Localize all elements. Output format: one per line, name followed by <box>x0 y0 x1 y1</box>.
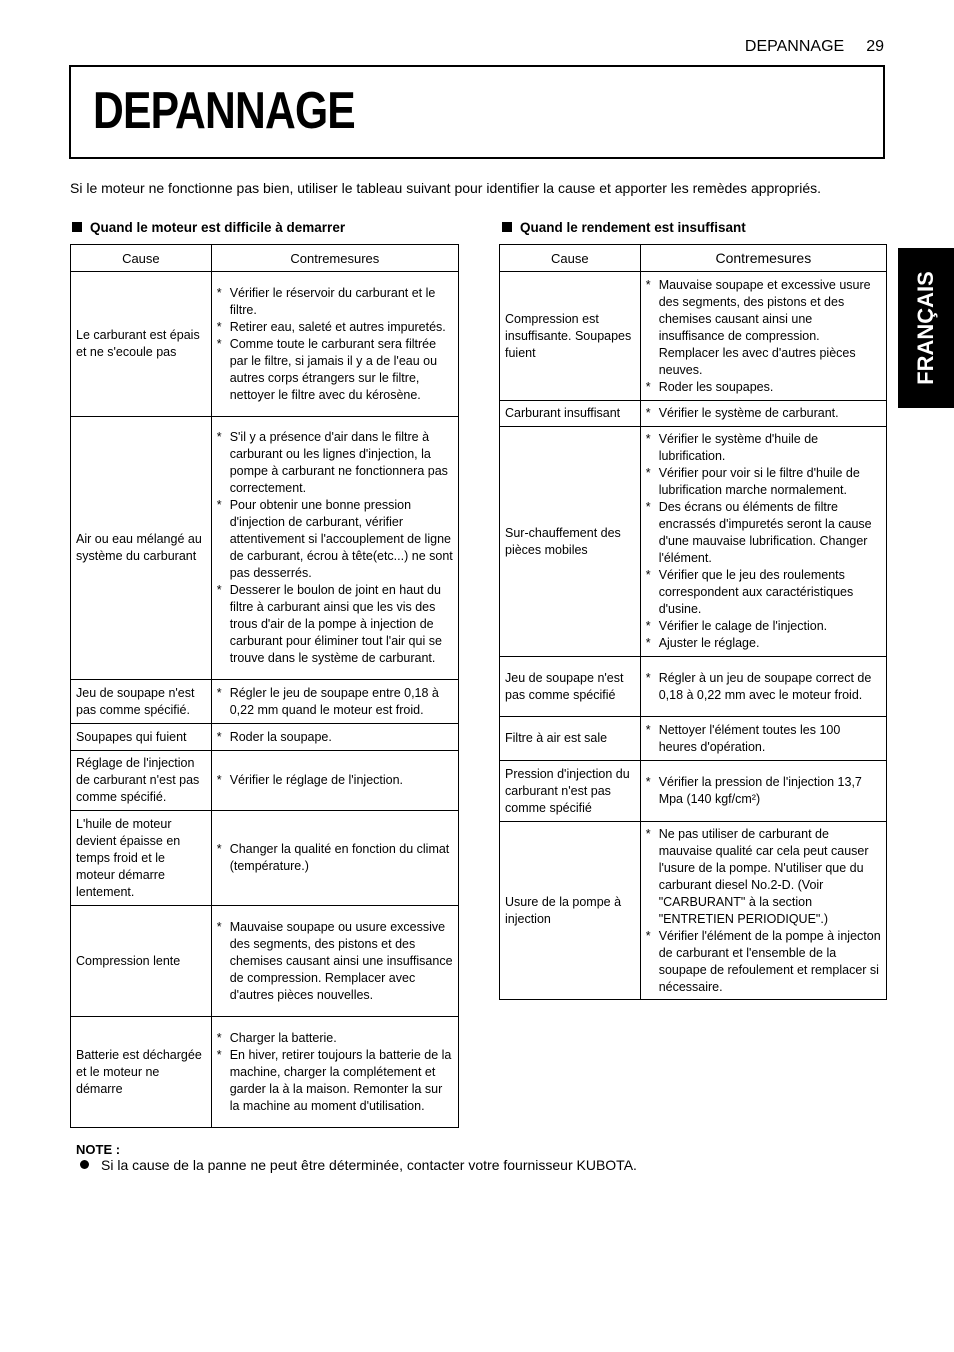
remedy-list <box>646 722 881 756</box>
remedy-item: * En hiver, retirer toujours la batterie de la machine, charger la complétement et garder la à la maison. Remonter la sur la machine au moment d'utilisation. <box>217 1047 453 1115</box>
cause-cell: Jeu de soupape n'est pas comme spécifié. <box>71 680 212 724</box>
title-box <box>69 65 885 159</box>
remedy-list <box>646 826 881 996</box>
remedy-item: * Vérifier que le jeu des roulements correspondent aux caractéristiques d'usine. <box>646 567 881 618</box>
column-header-cause: Cause <box>71 245 212 272</box>
remedy-cell <box>211 417 458 680</box>
remedy-item: * Vérifier le réservoir du carburant et le filtre. <box>217 285 453 319</box>
table-row <box>71 1017 459 1128</box>
table-row <box>71 751 459 811</box>
cause-cell: Compression lente <box>71 906 212 1017</box>
remedy-cell <box>640 272 886 401</box>
remedy-list <box>217 1030 453 1115</box>
left-section-heading: Quand le moteur est difficile à demarrer <box>72 220 345 235</box>
remedy-item: * Vérifier la pression de l'injection 13,7 Mpa (140 kgf/cm²) <box>646 774 881 808</box>
right-section-heading: Quand le rendement est insuffisant <box>502 220 746 235</box>
table-row <box>71 680 459 724</box>
remedy-list <box>217 285 453 404</box>
remedy-cell <box>640 401 886 427</box>
table-row <box>500 657 887 717</box>
remedy-cell <box>640 657 886 717</box>
language-tab <box>898 248 954 408</box>
remedy-cell <box>211 751 458 811</box>
left-troubleshoot-table <box>70 244 459 1128</box>
note-item <box>80 1157 637 1173</box>
remedy-item: * Comme toute le carburant sera filtrée par le filtre, si jamais il y a de l'eau ou autres corps étrangers sur le filtre, nettoyer le filtre avec du kérosène. <box>217 336 453 404</box>
remedy-cell <box>211 1017 458 1128</box>
table-row <box>500 822 887 1000</box>
table-row <box>71 906 459 1017</box>
remedy-list <box>646 774 881 808</box>
remedy-list <box>646 277 881 396</box>
remedy-item: * Régler le jeu de soupape entre 0,18 à 0,22 mm quand le moteur est froid. <box>217 685 453 719</box>
remedy-list <box>217 772 453 789</box>
header-section: DEPANNAGE <box>744 38 845 55</box>
remedy-item: * Mauvaise soupape et excessive usure des segments, des pistons et des chemises causant ainsi une insuffisance de compression. Remplacer les avec d'autres pièces neuves. <box>646 277 881 379</box>
remedy-cell <box>211 724 458 751</box>
table-row <box>500 717 887 761</box>
remedy-item: * Mauvaise soupape ou usure excessive des segments, des pistons et des chemises causant ainsi une insuffisance de compression. Remplacer avec d'autres pièces nouvelles. <box>217 919 453 1004</box>
cause-cell: Soupapes qui fuient <box>71 724 212 751</box>
table-row <box>500 272 887 401</box>
cause-cell: Usure de la pompe à injection <box>500 822 641 1000</box>
remedy-item: * Charger la batterie. <box>217 1030 453 1047</box>
cause-cell: Filtre à air est sale <box>500 717 641 761</box>
remedy-cell <box>640 822 886 1000</box>
remedy-cell <box>211 811 458 906</box>
table-header-row <box>71 245 459 272</box>
remedy-item: * S'il y a présence d'air dans le filtre à carburant ou les lignes d'injection, la pompe à carburant ne fonctionnera pas correctement. <box>217 429 453 497</box>
page-title: DEPANNAGE <box>93 82 355 140</box>
language-tab-label: FRANÇAIS <box>913 271 938 385</box>
cause-cell: Carburant insuffisant <box>500 401 641 427</box>
remedy-cell <box>211 906 458 1017</box>
table-row <box>500 401 887 427</box>
table-row <box>71 417 459 680</box>
cause-cell: Compression est insuffisante. Soupapes fuient <box>500 272 641 401</box>
remedy-list <box>646 405 881 422</box>
remedy-item: * Vérifier le réglage de l'injection. <box>217 772 453 789</box>
table-header-row <box>500 245 887 272</box>
table-row <box>500 427 887 657</box>
remedy-item: * Desserer le boulon de joint en haut du filtre à carburant ainsi que les vis des trous d'air de la pompe à injection de carburant pour éliminer tout l'air qui se trouve dans le système de carburant. <box>217 582 453 667</box>
remedy-cell <box>211 272 458 417</box>
cause-cell: Jeu de soupape n'est pas comme spécifié <box>500 657 641 717</box>
column-header-remedy: Contremesures <box>640 245 886 272</box>
remedy-cell <box>211 680 458 724</box>
table-row <box>71 811 459 906</box>
cause-cell: Pression d'injection du carburant n'est pas comme spécifié <box>500 761 641 822</box>
remedy-list <box>646 431 881 652</box>
remedy-item: * Vérifier le calage de l'injection. <box>646 618 881 635</box>
column-header-cause: Cause <box>500 245 641 272</box>
remedy-item: * Nettoyer l'élément toutes les 100 heures d'opération. <box>646 722 881 756</box>
bullet-icon <box>80 1160 89 1169</box>
remedy-list <box>217 729 453 746</box>
table-row <box>500 761 887 822</box>
remedy-cell <box>640 761 886 822</box>
cause-cell: L'huile de moteur devient épaisse en temps froid et le moteur démarre lentement. <box>71 811 212 906</box>
intro-text: Si le moteur ne fonctionne pas bien, utiliser le tableau suivant pour identifier la cause et apporter les remèdes appropriés. <box>70 180 821 196</box>
remedy-list <box>217 841 453 875</box>
table-row <box>71 724 459 751</box>
remedy-item: * Régler à un jeu de soupape correct de 0,18 à 0,22 mm avec le moteur froid. <box>646 670 881 704</box>
table-row <box>71 272 459 417</box>
remedy-item: * Roder la soupape. <box>217 729 453 746</box>
remedy-item: * Ne pas utiliser de carburant de mauvaise qualité car cela peut causer l'usure de la pompe. N'utiliser que du carburant diesel No.2-D. (Voir "CARBURANT" à la section "ENTRETIEN PERIODIQUE".) <box>646 826 881 928</box>
running-header <box>745 38 884 56</box>
cause-cell: Réglage de l'injection de carburant n'est pas comme spécifié. <box>71 751 212 811</box>
remedy-list <box>217 685 453 719</box>
square-bullet-icon <box>502 222 512 232</box>
square-bullet-icon <box>72 222 82 232</box>
cause-cell: Air ou eau mélangé au système du carburant <box>71 417 212 680</box>
remedy-cell <box>640 717 886 761</box>
remedy-item: * Des écrans ou éléments de filtre encrassés d'impuretés seront la cause d'une mauvaise lubrification. Changer l'élément. <box>646 499 881 567</box>
remedy-item: * Vérifier pour voir si le filtre d'huile de lubrification marche normalement. <box>646 465 881 499</box>
remedy-list <box>217 429 453 667</box>
remedy-item: * Vérifier le système d'huile de lubrification. <box>646 431 881 465</box>
remedy-item: * Changer la qualité en fonction du climat (température.) <box>217 841 453 875</box>
remedy-item: * Ajuster le réglage. <box>646 635 881 652</box>
remedy-item: * Vérifier le système de carburant. <box>646 405 881 422</box>
cause-cell: Sur-chauffement des pièces mobiles <box>500 427 641 657</box>
remedy-item: * Roder les soupapes. <box>646 379 881 396</box>
remedy-list <box>646 670 881 704</box>
column-header-remedy: Contremesures <box>211 245 458 272</box>
remedy-item: * Retirer eau, saleté et autres impuretés. <box>217 319 453 336</box>
remedy-list <box>217 919 453 1004</box>
remedy-item: * Pour obtenir une bonne pression d'injection de carburant, vérifier attentivement si l'accouplement de ligne de carburant, écrou à tête(etc...) ne sont pas desserrés. <box>217 497 453 582</box>
cause-cell: Le carburant est épais et ne s'ecoule pas <box>71 272 212 417</box>
remedy-cell <box>640 427 886 657</box>
note-text: Si la cause de la panne ne peut être déterminée, contacter votre fournisseur KUBOTA. <box>101 1157 637 1173</box>
page-number: 29 <box>866 38 884 55</box>
right-troubleshoot-table <box>499 244 887 1000</box>
remedy-item: * Vérifier l'élément de la pompe à injecton de carburant et l'ensemble de la soupape de refoulement et remplacer si nécessaire. <box>646 928 881 996</box>
cause-cell: Batterie est déchargée et le moteur ne démarre <box>71 1017 212 1128</box>
note-label: NOTE : <box>76 1142 121 1157</box>
